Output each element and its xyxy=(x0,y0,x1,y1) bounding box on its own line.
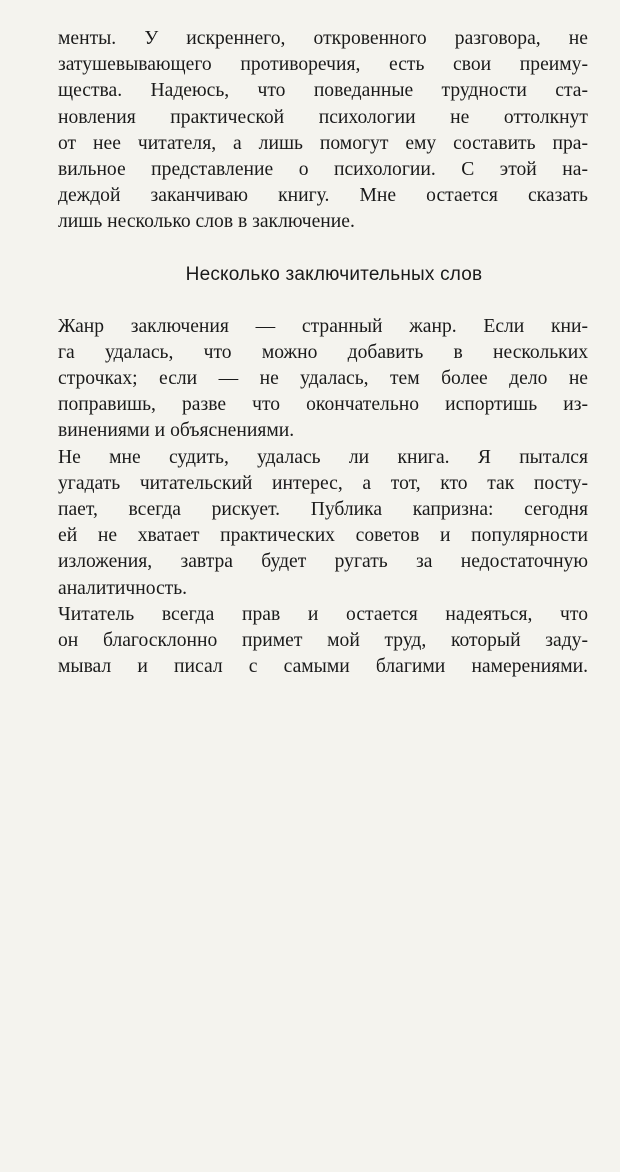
text-line: ей не хватает практических советов и популярности xyxy=(58,525,588,547)
text-line: вильное представление о психологии. С этой на- xyxy=(58,159,588,181)
paragraph-1 xyxy=(58,314,588,445)
text-line: га удалась, что можно добавить в нескольких xyxy=(58,341,588,363)
text-line: поправишь, разве что окончательно испортишь из- xyxy=(58,394,588,416)
text-line: строчках; если — не удалась, тем более дело не xyxy=(58,368,588,390)
intro-paragraph xyxy=(58,26,588,236)
paragraph-3 xyxy=(58,602,588,681)
text-line: лишь несколько слов в заключение. xyxy=(58,211,355,233)
book-page xyxy=(58,26,588,680)
text-line: Жанр заключения — странный жанр. Если кни- xyxy=(58,315,588,337)
text-line: Не мне судить, удалась ли книга. Я пытался xyxy=(58,446,588,468)
text-line: пает, всегда рискует. Публика капризна: сегодня xyxy=(58,499,588,521)
paragraph-2 xyxy=(58,445,588,602)
text-line: новления практической психологии не оттолкнут xyxy=(58,106,588,128)
text-line: мывал и писал с самыми благими намерениями. xyxy=(58,656,588,678)
text-line: аналитичность. xyxy=(58,577,188,599)
text-line: Читатель всегда прав и остается надеяться, что xyxy=(58,603,588,625)
text-line: деждой заканчиваю книгу. Мне остается сказать xyxy=(58,185,588,207)
text-line: от нее читателя, а лишь помогут ему составить пра- xyxy=(58,132,588,154)
section-heading: Несколько заключительных слов xyxy=(185,263,483,285)
text-line: менты. У искреннего, откровенного разговора, не xyxy=(58,28,588,49)
text-line: затушевывающего противоречия, есть свои преиму- xyxy=(58,54,588,76)
text-line: винениями и объяснениями. xyxy=(58,420,295,442)
text-line: угадать читательский интерес, а тот, кто так посту- xyxy=(58,472,588,494)
text-line: щества. Надеюсь, что поведанные трудности ста- xyxy=(58,80,588,102)
text-line: изложения, завтра будет ругать за недостаточную xyxy=(58,551,588,573)
text-line: он благосклонно примет мой труд, который заду- xyxy=(58,630,588,652)
